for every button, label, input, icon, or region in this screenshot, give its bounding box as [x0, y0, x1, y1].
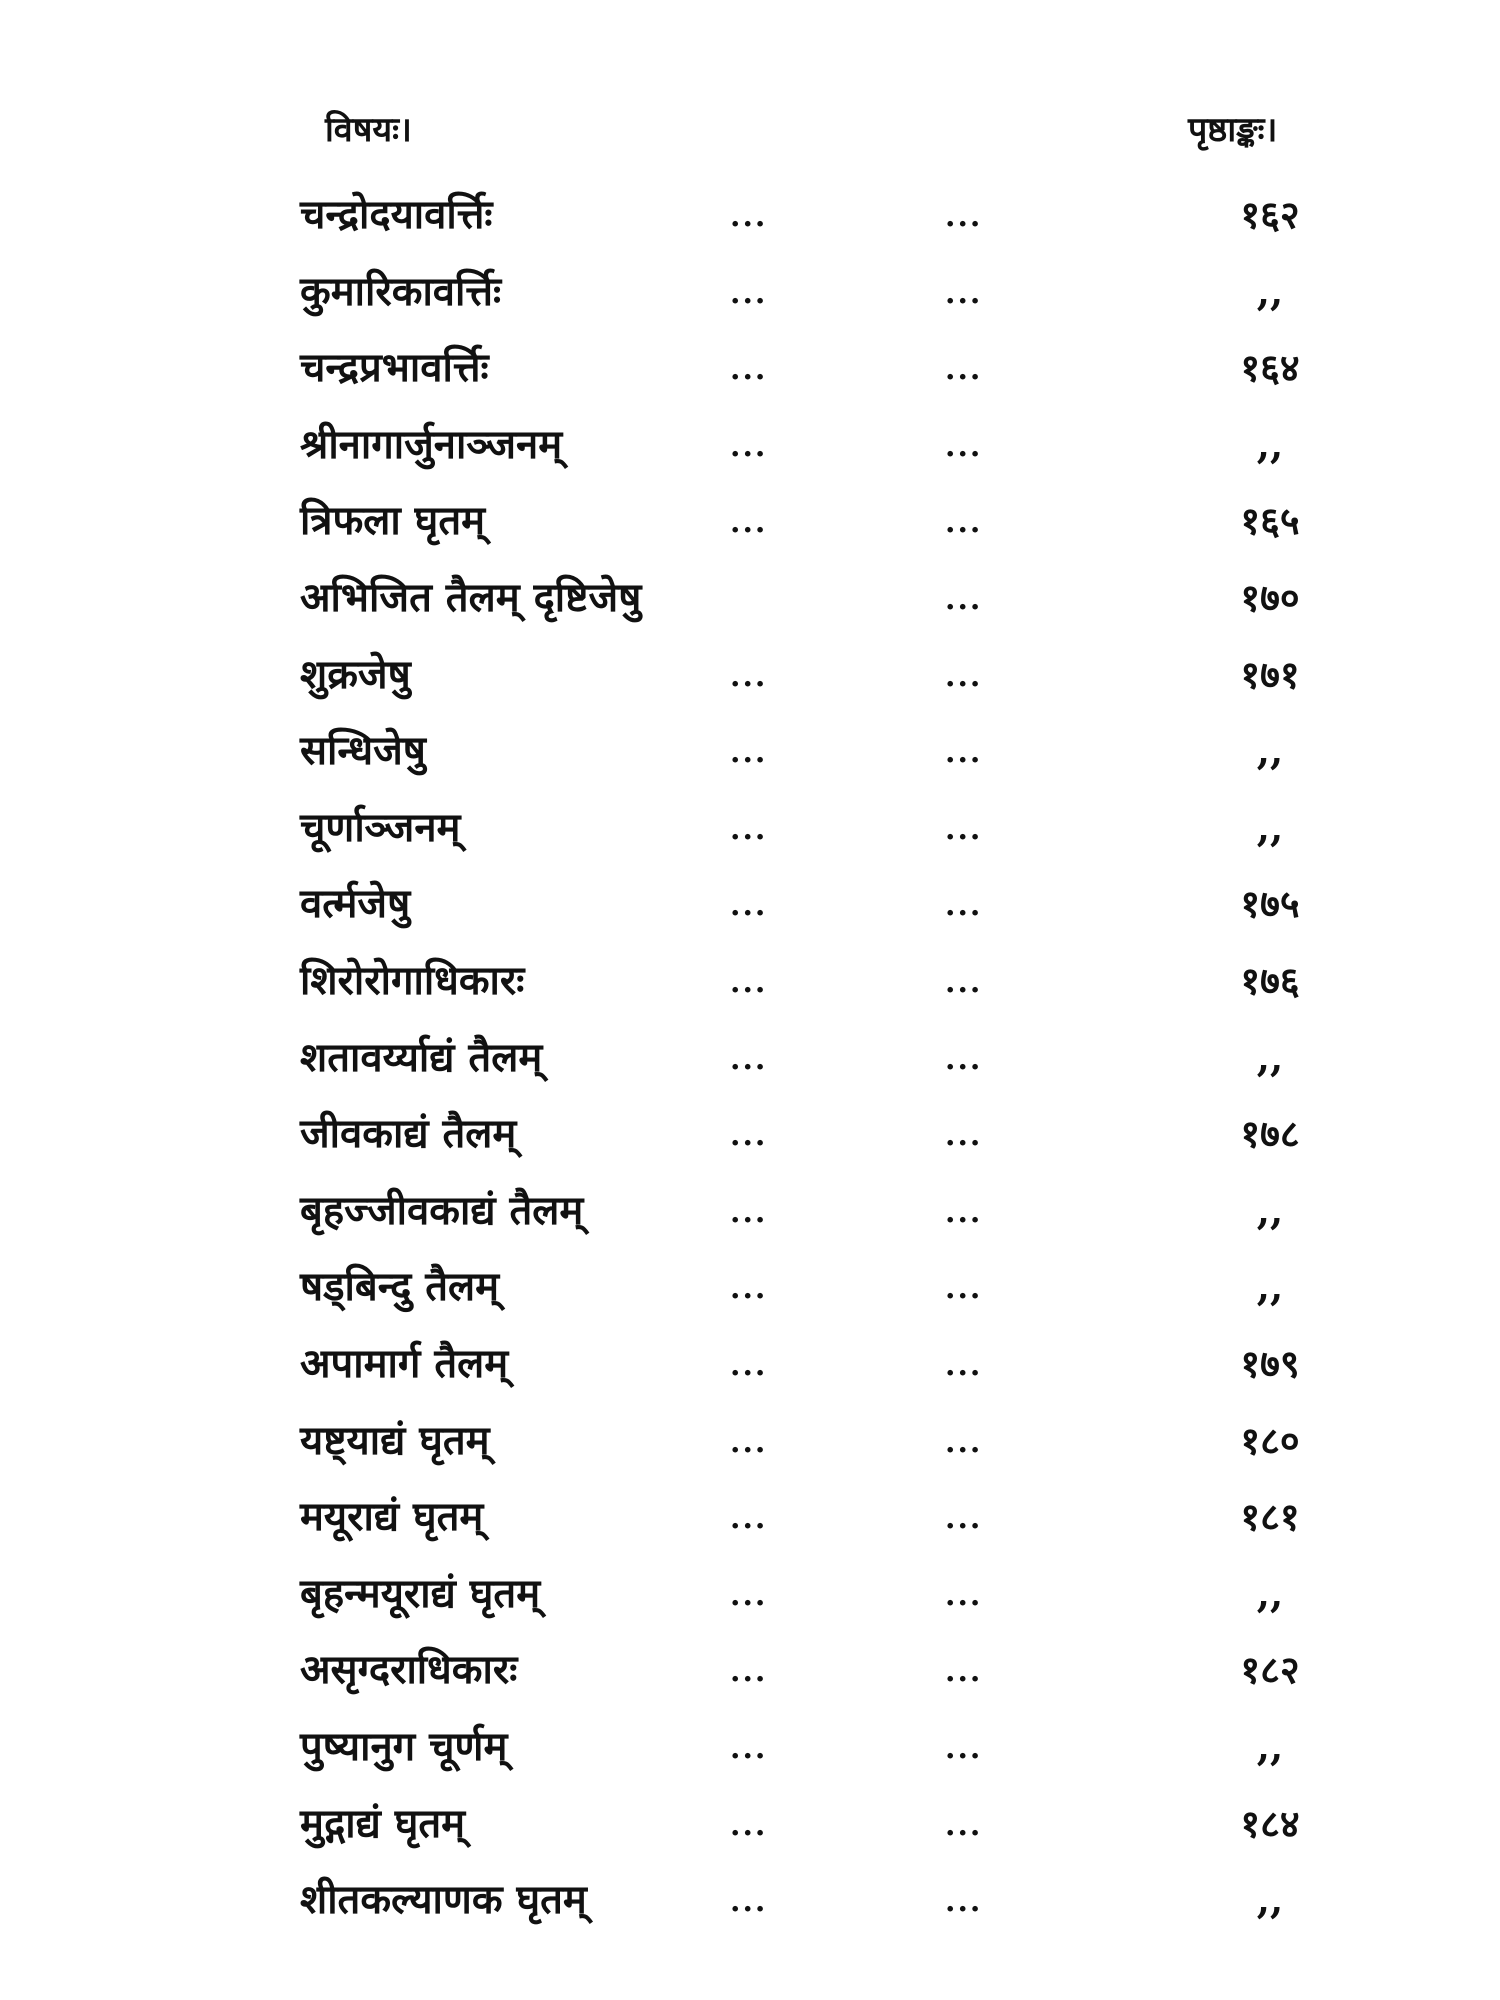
entry-page-number: ,, — [1256, 1188, 1284, 1233]
leader-dots: ... — [945, 1884, 983, 1919]
entry-page-number: ,, — [1256, 422, 1284, 467]
leader-dots: ... — [945, 352, 983, 387]
leader-dots: ... — [730, 1884, 768, 1919]
toc-entry — [0, 1257, 1500, 1317]
leader-dots: ... — [730, 888, 768, 923]
leader-dots: ... — [730, 1501, 768, 1536]
entry-title: मुद्गाद्यं घृतम् — [300, 1800, 466, 1847]
entry-title: पुष्यानुग चूर्णम् — [300, 1723, 508, 1770]
toc-entry — [0, 1334, 1500, 1394]
toc-entry — [0, 1640, 1500, 1700]
leader-dots: ... — [945, 1042, 983, 1077]
entry-title: श्रीनागार्जुनाञ्जनम् — [300, 421, 563, 468]
entry-page-number: ,, — [1256, 1264, 1284, 1309]
leader-dots: ... — [730, 1195, 768, 1230]
leader-dots: ... — [945, 1578, 983, 1613]
entry-title: मयूराद्यं घृतम् — [300, 1493, 484, 1540]
leader-dots: ... — [945, 1731, 983, 1766]
toc-entry — [0, 568, 1500, 628]
toc-entry — [0, 645, 1500, 705]
subject-header: विषयः। — [325, 110, 412, 150]
entry-title: वर्त्मजेषु — [300, 880, 411, 927]
leader-dots: ... — [945, 505, 983, 540]
entry-title: सन्धिजेषु — [300, 727, 426, 774]
entry-title: जीवकाद्यं तैलम् — [300, 1110, 517, 1157]
leader-dots: ... — [945, 735, 983, 770]
toc-entry — [0, 721, 1500, 781]
leader-dots: ... — [945, 1501, 983, 1536]
entry-page-number: ,, — [1256, 805, 1284, 850]
leader-dots: ... — [945, 1808, 983, 1843]
entry-title: चन्द्रप्रभावर्त्तिः — [300, 344, 489, 391]
toc-entry — [0, 1411, 1500, 1471]
toc-entry — [0, 338, 1500, 398]
entry-title: चन्द्रोदयावर्त्तिः — [300, 191, 493, 238]
leader-dots: ... — [945, 276, 983, 311]
leader-dots: ... — [730, 735, 768, 770]
entry-page-number: ,, — [1256, 1724, 1284, 1769]
entry-page-number: १६२ — [1240, 192, 1300, 237]
entry-title: असृग्दराधिकारः — [300, 1646, 518, 1693]
entry-page-number: १७० — [1240, 575, 1300, 620]
entry-page-number: १७१ — [1240, 652, 1300, 697]
entry-title: शीतकल्याणक घृतम् — [300, 1876, 587, 1923]
leader-dots: ... — [730, 352, 768, 387]
toc-entry — [0, 185, 1500, 245]
entry-title: बृहन्मयूराद्यं घृतम् — [300, 1570, 541, 1617]
entry-page-number: १८२ — [1240, 1647, 1300, 1692]
leader-dots: ... — [730, 1654, 768, 1689]
toc-entry — [0, 1717, 1500, 1777]
leader-dots: ... — [945, 582, 983, 617]
toc-entry — [0, 874, 1500, 934]
toc-entry — [0, 491, 1500, 551]
entry-title: त्रिफला घृतम् — [300, 497, 486, 544]
entry-page-number: १६५ — [1240, 498, 1300, 543]
entry-title: शुक्रजेषु — [300, 651, 411, 698]
entry-page-number: १७५ — [1240, 881, 1300, 926]
leader-dots: ... — [730, 1808, 768, 1843]
leader-dots: ... — [945, 1195, 983, 1230]
leader-dots: ... — [945, 199, 983, 234]
leader-dots: ... — [945, 429, 983, 464]
toc-entry — [0, 1181, 1500, 1241]
toc-entry — [0, 1794, 1500, 1854]
entry-title: शिरोरोगाधिकारः — [300, 957, 525, 1004]
leader-dots: ... — [945, 1654, 983, 1689]
toc-entry — [0, 1564, 1500, 1624]
leader-dots: ... — [730, 812, 768, 847]
toc-entry — [0, 1104, 1500, 1164]
entry-title: चूर्णाञ्जनम् — [300, 804, 461, 851]
leader-dots: ... — [730, 1731, 768, 1766]
leader-dots: ... — [730, 1042, 768, 1077]
entry-title: यष्ट्याद्यं घृतम् — [300, 1417, 490, 1464]
entry-page-number: १८१ — [1240, 1494, 1300, 1539]
leader-dots: ... — [945, 812, 983, 847]
entry-page-number: ,, — [1256, 1877, 1284, 1922]
entry-title: कुमारिकावर्त्तिः — [300, 268, 502, 315]
leader-dots: ... — [945, 1348, 983, 1383]
leader-dots: ... — [945, 659, 983, 694]
toc-entry — [0, 262, 1500, 322]
toc-entry — [0, 1870, 1500, 1930]
entry-page-number: १७६ — [1240, 958, 1300, 1003]
toc-entry — [0, 951, 1500, 1011]
entry-title: बृहज्जीवकाद्यं तैलम् — [300, 1187, 584, 1234]
entry-page-number: १८४ — [1240, 1801, 1300, 1846]
leader-dots: ... — [730, 1271, 768, 1306]
entry-page-number: ,, — [1256, 728, 1284, 773]
entry-title: अपामार्ग तैलम् — [300, 1340, 509, 1387]
entry-page-number: १७८ — [1240, 1111, 1300, 1156]
entry-page-number: ,, — [1256, 1571, 1284, 1616]
toc-entry — [0, 1028, 1500, 1088]
entry-title: षड्बिन्दु तैलम् — [300, 1263, 500, 1310]
leader-dots: ... — [730, 199, 768, 234]
entry-page-number: १७९ — [1240, 1341, 1300, 1386]
page-number-header: पृष्ठाङ्कः। — [1188, 110, 1278, 150]
leader-dots: ... — [730, 659, 768, 694]
leader-dots: ... — [945, 1118, 983, 1153]
entry-page-number: १८० — [1240, 1418, 1300, 1463]
toc-entry — [0, 415, 1500, 475]
leader-dots: ... — [730, 1425, 768, 1460]
entry-page-number: ,, — [1256, 1035, 1284, 1080]
leader-dots: ... — [945, 1271, 983, 1306]
entry-title: शतावर्य्याद्यं तैलम् — [300, 1034, 543, 1081]
leader-dots: ... — [730, 276, 768, 311]
leader-dots: ... — [945, 1425, 983, 1460]
toc-entry — [0, 1487, 1500, 1547]
leader-dots: ... — [730, 429, 768, 464]
leader-dots: ... — [730, 1578, 768, 1613]
leader-dots: ... — [945, 888, 983, 923]
entry-title: अभिजित तैलम् दृष्टिजेषु — [300, 574, 642, 621]
leader-dots: ... — [945, 965, 983, 1000]
leader-dots: ... — [730, 1348, 768, 1383]
entry-page-number: ,, — [1256, 269, 1284, 314]
leader-dots: ... — [730, 965, 768, 1000]
leader-dots: ... — [730, 1118, 768, 1153]
toc-entry — [0, 798, 1500, 858]
leader-dots: ... — [730, 505, 768, 540]
entry-page-number: १६४ — [1240, 345, 1300, 390]
